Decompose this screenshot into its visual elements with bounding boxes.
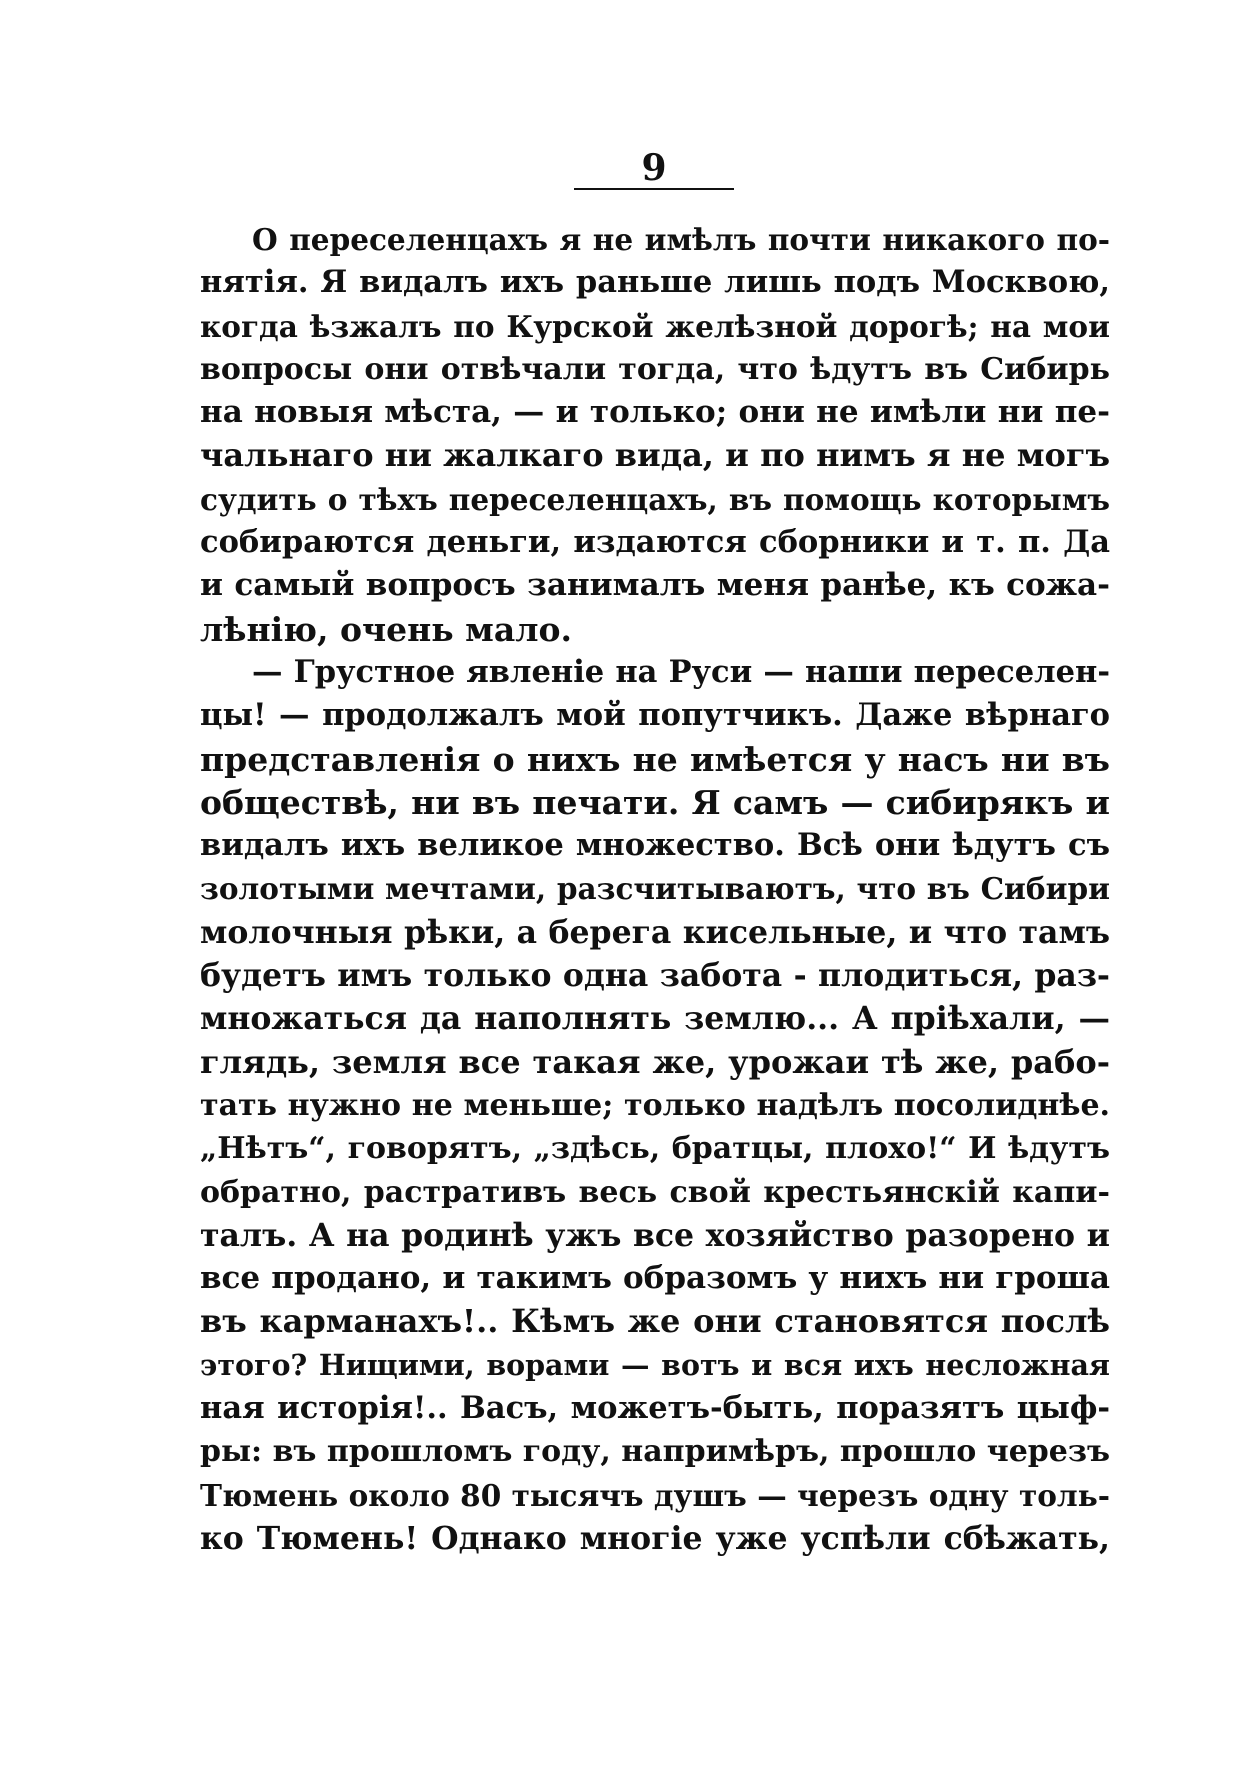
paragraph-1	[200, 218, 1110, 651]
text-line: видалъ ихъ великое множество. Всѣ они ѣдутъ съ	[200, 827, 1110, 864]
text-line: чальнаго ни жалкаго вида, и по нимъ я не могъ	[200, 436, 1110, 475]
text-line: ная исторія!.. Васъ, можетъ-быть, поразятъ цыф-	[200, 1390, 1110, 1427]
text-line: глядь, земля все такая же, урожаи тѣ же, рабо-	[200, 1042, 1110, 1081]
text-line: судить о тѣхъ переселенцахъ, въ помощь которымъ	[200, 481, 1110, 517]
text-line: золотыми мечтами, разсчитываютъ, что въ Сибири	[200, 871, 1110, 907]
text-line: О переселенцахъ я не имѣлъ почти никакого по-	[252, 222, 1110, 257]
text-line: лѣнію, очень мало.	[200, 609, 572, 649]
text-line: на новыя мѣста, — и только; они не имѣли ни пе-	[200, 394, 1110, 431]
text-line: обществѣ, ни въ печати. Я самъ — сибирякъ и	[200, 782, 1110, 822]
text-line: представленія о нихъ не имѣется у насъ ни въ	[200, 739, 1110, 779]
text-line: и самый вопросъ занималъ меня ранѣе, къ сожа-	[200, 567, 1110, 604]
page-header	[574, 147, 734, 194]
text-line: тать нужно не меньше; только надѣлъ посолиднѣе.	[200, 1087, 1110, 1123]
body-text	[200, 218, 1110, 1560]
text-line: Тюмень около 80 тысячъ душъ — черезъ одну толь-	[200, 1477, 1110, 1513]
text-line: нятія. Я видалъ ихъ раньше лишь подъ Москвою,	[200, 264, 1110, 301]
text-line: будетъ имъ только одна забота - плодиться, раз-	[200, 957, 1110, 995]
text-line: талъ. А на родинѣ ужъ все хозяйство разорено и	[200, 1216, 1110, 1254]
text-line: обратно, растративъ весь свой крестьянскій капи-	[200, 1174, 1110, 1210]
text-line: — Грустное явленіе на Руси — наши переселен-	[252, 653, 1110, 690]
text-line: ры: въ прошломъ году, напримѣръ, прошло черезъ	[200, 1434, 1110, 1470]
text-line: когда ѣзжалъ по Курской желѣзной дорогѣ; на мои	[200, 308, 1110, 344]
text-line: ко Тюмень! Однако многіе уже успѣли сбѣжать,	[200, 1519, 1110, 1557]
text-line: этого? Нищими, ворами — вотъ и вся ихъ несложная	[200, 1347, 1110, 1382]
text-line: молочныя рѣки, а берега кисельные, и что тамъ	[200, 913, 1110, 951]
text-line: вопросы они отвѣчали тогда, что ѣдутъ въ Сибирь	[200, 351, 1110, 387]
page-number: 9	[641, 147, 667, 189]
header-rule	[574, 188, 734, 190]
text-line: собираются деньги, издаются сборники и т. п. Да	[200, 524, 1110, 561]
text-line: „Нѣтъ“, говорятъ, „здѣсь, братцы, плохо!“ И ѣдутъ	[200, 1131, 1110, 1167]
text-line: въ карманахъ!.. Кѣмъ же они становятся послѣ	[200, 1302, 1110, 1341]
text-line: все продано, и такимъ образомъ у нихъ ни гроша	[200, 1260, 1110, 1297]
text-line: множаться да наполнять землю... А пріѣхали, —	[200, 1000, 1110, 1038]
text-line: цы! — продолжалъ мой попутчикъ. Даже вѣрнаго	[200, 697, 1110, 734]
paragraph-2	[200, 651, 1110, 1560]
